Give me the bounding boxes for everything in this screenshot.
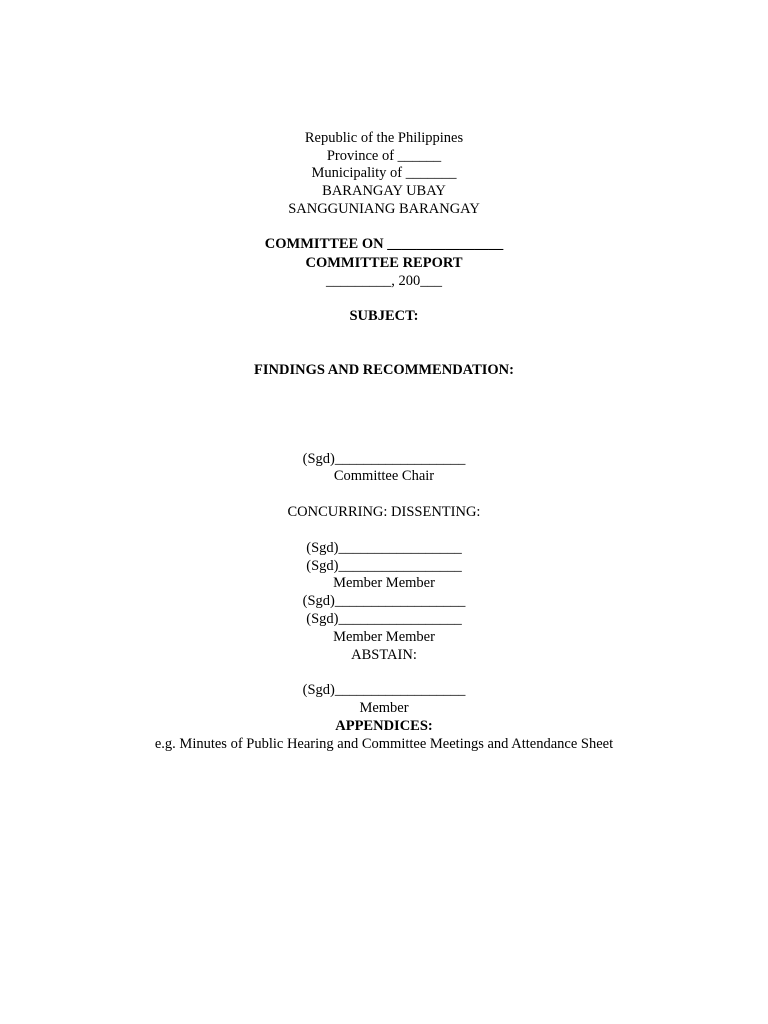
appendices-label: APPENDICES: [335,718,433,734]
member-signature-line: (Sgd)_________________ [306,611,462,627]
abstain-label: ABSTAIN: [351,647,417,663]
appendices-example: e.g. Minutes of Public Hearing and Committee Meetings and Attendance Sheet [154,736,614,752]
province-line: Province of ______ [326,148,442,164]
municipality-line: Municipality of _______ [311,165,457,181]
member-signature-line: (Sgd)_________________ [306,558,462,574]
abstain-signature-line: (Sgd)__________________ [302,682,466,698]
findings-label: FINDINGS AND RECOMMENDATION: [254,362,514,378]
chair-signature-line: (Sgd)__________________ [302,451,466,467]
subject-label: SUBJECT: [349,308,419,324]
member-titles: Member Member [333,629,435,645]
report-title: COMMITTEE REPORT [305,255,463,271]
chair-title: Committee Chair [333,468,435,484]
republic-line: Republic of the Philippines [304,130,464,146]
member-signature-line: (Sgd)_________________ [306,540,462,556]
barangay-line: BARANGAY UBAY [322,183,446,199]
committee-on-line: COMMITTEE ON ________________ [264,236,504,252]
council-line: SANGGUNIANG BARANGAY [288,201,480,217]
abstain-member-title: Member [359,700,409,716]
concurring-dissenting-label: CONCURRING: DISSENTING: [287,504,481,520]
report-date: _________, 200___ [326,273,442,289]
member-titles: Member Member [333,575,435,591]
member-signature-line: (Sgd)__________________ [302,593,466,609]
